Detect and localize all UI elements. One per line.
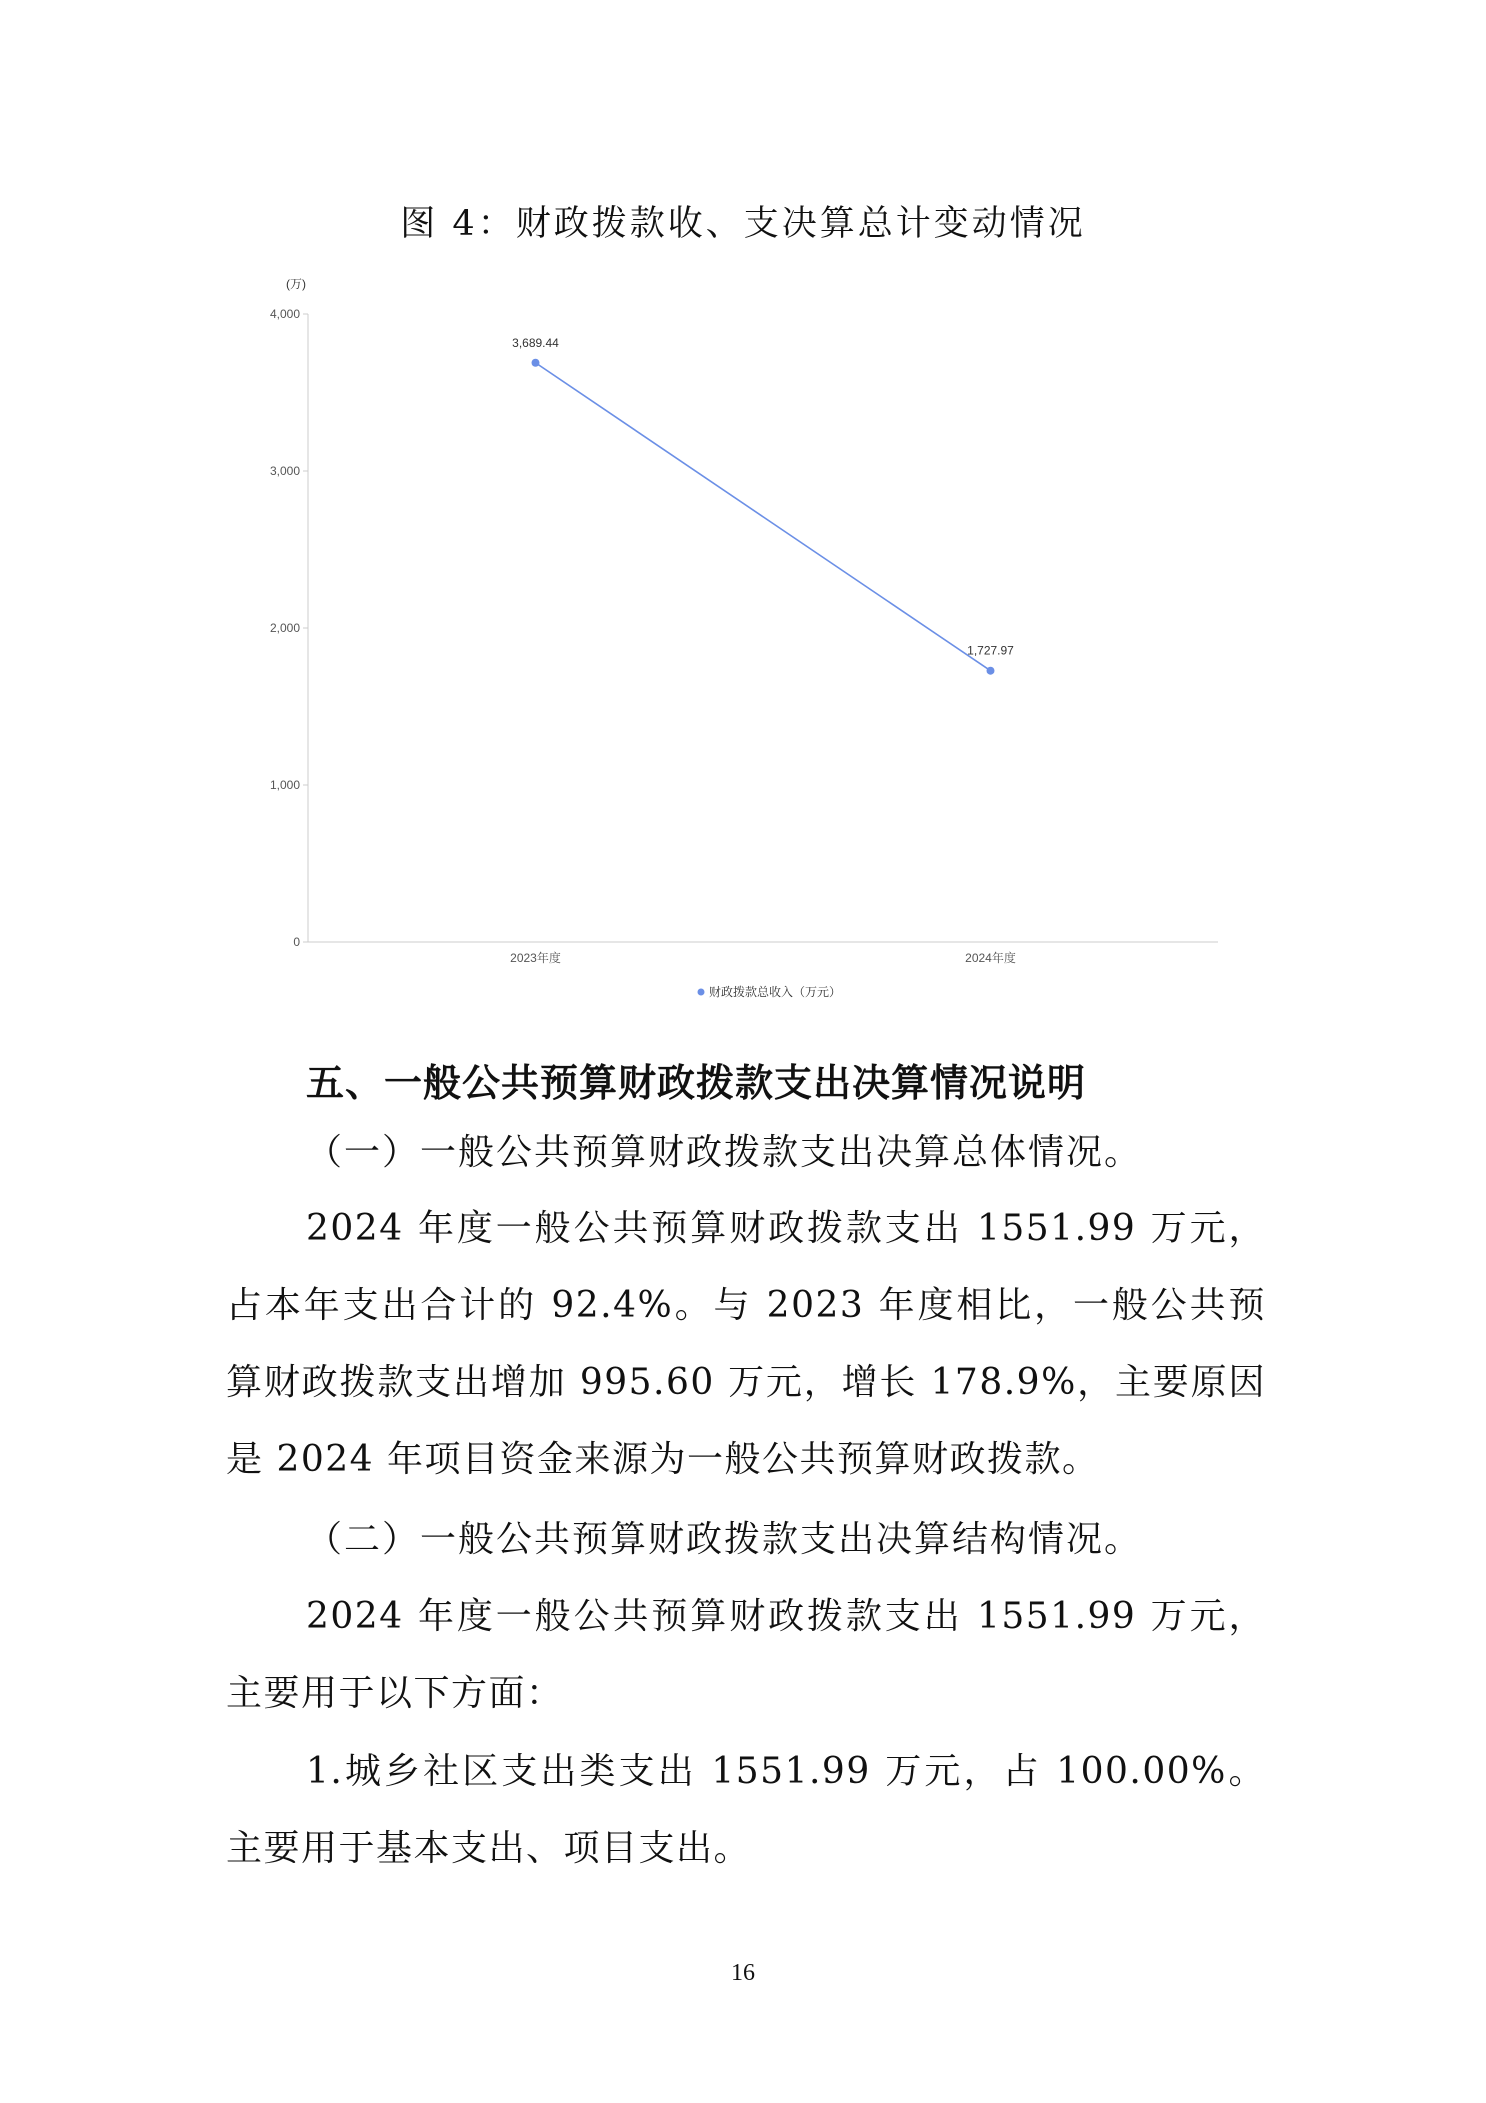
x-tick-label: 2024年度 bbox=[965, 951, 1016, 965]
y-tick-label: 3,000 bbox=[269, 464, 300, 478]
section-title: 五、一般公共预算财政拨款支出决算情况说明 bbox=[306, 1061, 1087, 1105]
subheading-overall: （一）一般公共预算财政拨款支出决算总体情况。 bbox=[306, 1132, 1143, 1173]
y-tick-label: 1,000 bbox=[269, 778, 300, 792]
legend-label: 财政拨款总收入（万元） bbox=[709, 985, 842, 999]
data-point bbox=[532, 359, 540, 367]
paragraph-structure: 2024 年度一般公共预算财政拨款支出 1551.99 万元，主要用于以下方面： bbox=[226, 1596, 1266, 1714]
data-label: 1,727.97 bbox=[967, 643, 1014, 658]
chart-legend bbox=[698, 984, 842, 999]
line-chart bbox=[250, 270, 1240, 1010]
subheading-structure: （二）一般公共预算财政拨款支出决算结构情况。 bbox=[306, 1519, 1143, 1560]
x-tick-label: 2023年度 bbox=[510, 951, 561, 965]
figure-title: 图 4：财政拨款收、支决算总计变动情况 bbox=[400, 204, 1086, 244]
paragraph-urban-rural: 1.城乡社区支出类支出 1551.99 万元，占 100.00%。主要用于基本支出、项目支出。 bbox=[226, 1751, 1266, 1869]
series-line bbox=[536, 363, 991, 671]
y-tick-label: 2,000 bbox=[269, 621, 300, 635]
page-number: 16 bbox=[731, 1960, 755, 1986]
data-label: 3,689.44 bbox=[512, 335, 559, 350]
y-axis-unit: (万) bbox=[286, 277, 306, 291]
paragraph-overall: 2024 年度一般公共预算财政拨款支出 1551.99 万元，占本年支出合计的 92.4%。与 2023 年度相比，一般公共预算财政拨款支出增加 995.60 万元，增长 178.9%，主要原因是 2024 年项目资金来源为一般公共预算财政拨款。 bbox=[226, 1208, 1266, 1480]
y-tick-label: 0 bbox=[293, 935, 300, 949]
y-tick-label: 4,000 bbox=[269, 307, 300, 321]
legend-marker bbox=[698, 989, 705, 996]
data-point bbox=[987, 667, 995, 675]
